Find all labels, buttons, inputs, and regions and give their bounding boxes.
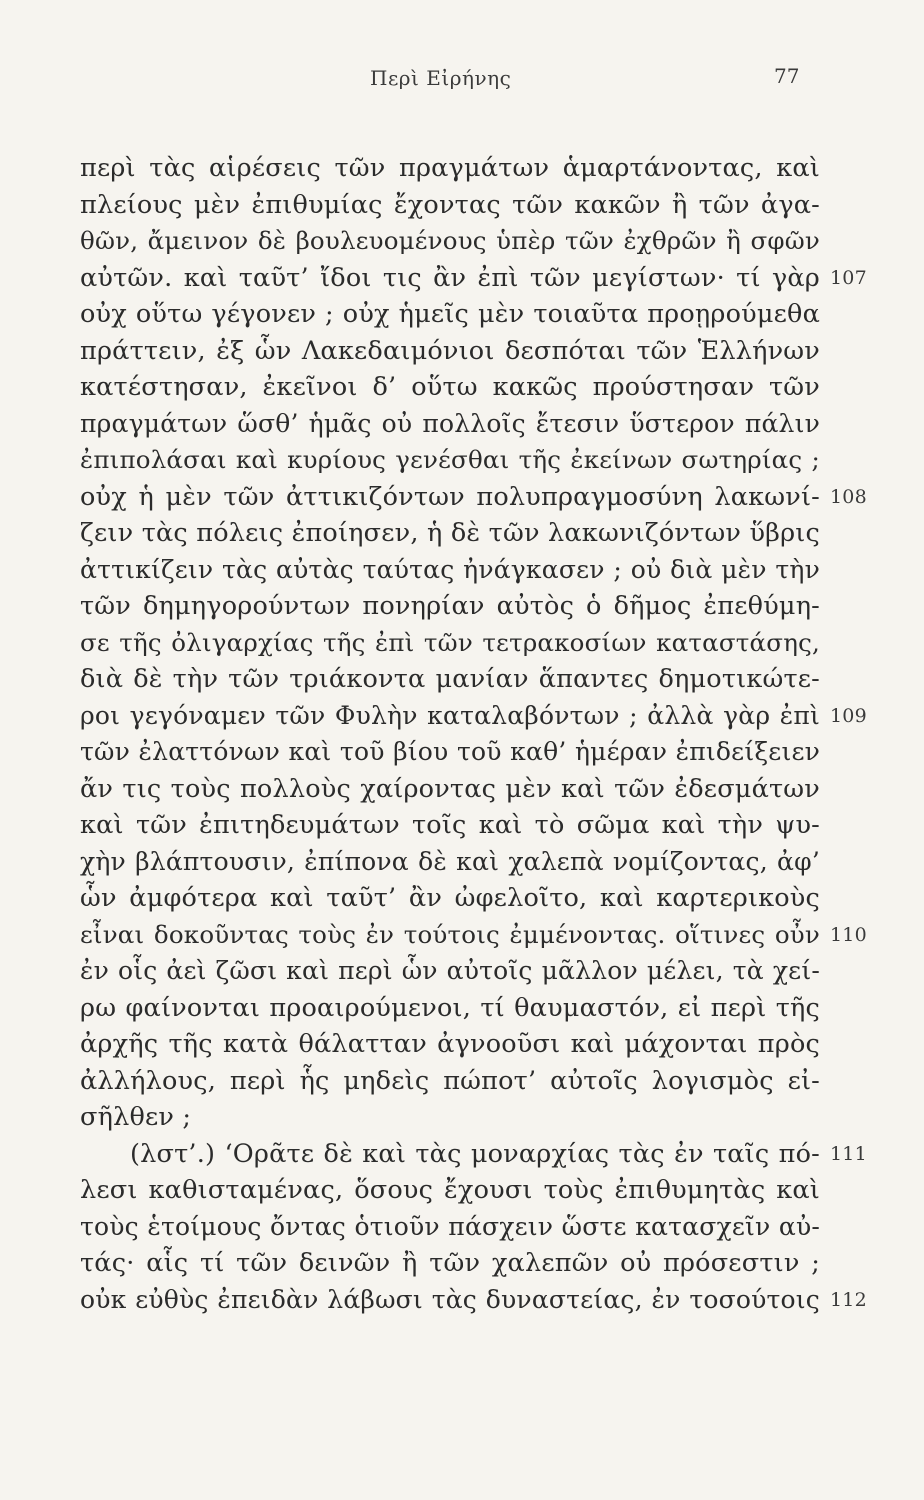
- text-line: [80, 223, 820, 260]
- text-line: [80, 588, 820, 625]
- text-line: [80, 1209, 820, 1246]
- line-text: ἀρχῆς τῆς κατὰ θάλατταν ἀγνοοῦσι καὶ μάχονται πρὸς: [80, 1029, 820, 1059]
- line-text: πραγμάτων ὥσθ’ ἡμᾶς οὐ πολλοῖς ἔτεσιν ὕστερον πάλιν: [80, 408, 820, 438]
- text-line: [80, 1172, 820, 1209]
- line-text: αὐτῶν. καὶ ταῦτ’ ἴδοι τις ἂν ἐπὶ τῶν μεγίστων· τί γὰρ: [80, 262, 820, 293]
- line-text: ἀλλήλους, περὶ ἧς μηδεὶς πώποτ’ αὐτοῖς λογισμὸς εἰ-: [80, 1065, 820, 1096]
- running-title: Περὶ Εἰρήνης: [370, 66, 512, 90]
- line-text: ἐν οἷς ἀεὶ ζῶσι καὶ περὶ ὧν αὐτοῖς μᾶλλον μέλει, τὰ χεί-: [80, 956, 820, 985]
- text-line: [80, 442, 820, 479]
- line-text: σε τῆς ὀλιγαρχίας τῆς ἐπὶ τῶν τετρακοσίων καταστάσης,: [80, 627, 820, 657]
- line-text: εἶναι δοκοῦντας τοὺς ἐν τούτοις ἐμμένοντας. οἵτινες οὖν: [80, 919, 820, 949]
- line-text: τοὺς ἑτοίμους ὄντας ὁτιοῦν πάσχειν ὥστε κατασχεῖν αὐ-: [80, 1211, 820, 1241]
- section-number: 111: [830, 1142, 867, 1165]
- text-line: [80, 260, 867, 297]
- text-line: [80, 917, 867, 954]
- line-text: ἀττικίζειν τὰς αὐτὰς ταύτας ἠνάγκασεν ; οὐ διὰ μὲν τὴν: [80, 554, 820, 584]
- text-line: [80, 406, 820, 443]
- text-line: [80, 807, 820, 844]
- text-line: [80, 150, 820, 187]
- line-text: ροι γεγόναμεν τῶν Φυλὴν καταλαβόντων ; ἀλλὰ γὰρ ἐπὶ: [80, 700, 820, 730]
- line-text: κατέστησαν, ἐκεῖνοι δ’ οὕτω κακῶς προύστησαν τῶν: [80, 372, 820, 402]
- section-number: 107: [830, 266, 867, 289]
- text-line: [80, 1282, 867, 1319]
- line-text: ρω φαίνονται προαιρούμενοι, τί θαυμαστόν, εἰ περὶ τῆς: [80, 992, 820, 1023]
- section-number: 109: [830, 704, 867, 727]
- line-text: ὧν ἀμφότερα καὶ ταῦτ’ ἂν ὠφελοῖτο, καὶ καρτερικοὺς: [80, 883, 820, 913]
- text-line: [80, 1026, 820, 1063]
- body-text: [80, 150, 867, 1318]
- line-text: σῆλθεν ;: [80, 1102, 192, 1132]
- text-line: [80, 990, 820, 1027]
- text-line: [80, 333, 820, 370]
- text-line: [80, 187, 820, 224]
- text-line: [80, 479, 867, 516]
- text-line: [80, 880, 820, 917]
- text-line: [80, 1099, 820, 1136]
- line-text: οὐχ οὕτω γέγονεν ; οὐχ ἡμεῖς μὲν τοιαῦτα προῃρούμεθα: [80, 299, 820, 329]
- line-text: διὰ δὲ τὴν τῶν τριάκοντα μανίαν ἅπαντες δημοτικώτε-: [80, 664, 820, 694]
- section-number: 108: [830, 485, 867, 508]
- line-text: τῶν ἐλαττόνων καὶ τοῦ βίου τοῦ καθ’ ἡμέραν ἐπιδείξειεν: [80, 737, 820, 766]
- line-text: περὶ τὰς αἱρέσεις τῶν πραγμάτων ἁμαρτάνοντας, καὶ: [80, 153, 820, 183]
- line-text: οὐκ εὐθὺς ἐπειδὰν λάβωσι τὰς δυναστείας, ἐν τοσούτοις: [80, 1284, 820, 1314]
- line-text: (λστ’.) ‘Ορᾶτε δὲ καὶ τὰς μοναρχίας τὰς ἐν ταῖς πό-: [130, 1138, 820, 1169]
- text-line: [80, 953, 820, 990]
- line-text: καὶ τῶν ἐπιτηδευμάτων τοῖς καὶ τὸ σῶμα καὶ τὴν ψυ-: [80, 810, 820, 840]
- text-line: [80, 369, 820, 406]
- text-line: [80, 661, 820, 698]
- line-text: τῶν δημηγορούντων πονηρίαν αὐτὸς ὁ δῆμος ἐπεθύμη-: [80, 591, 820, 621]
- line-text: ζειν τὰς πόλεις ἐποίησεν, ἡ δὲ τῶν λακωνιζόντων ὕβρις: [80, 518, 820, 548]
- line-text: ἄν τις τοὺς πολλοὺς χαίροντας μὲν καὶ τῶν ἐδεσμάτων: [80, 773, 820, 804]
- line-text: τάς· αἷς τί τῶν δεινῶν ἢ τῶν χαλεπῶν οὐ πρόσεστιν ;: [80, 1248, 820, 1278]
- line-text: πράττειν, ἐξ ὧν Λακεδαιμόνιοι δεσπόται τῶν Ἑλλήνων: [80, 335, 820, 366]
- text-line: [80, 1136, 867, 1173]
- text-line: [80, 1245, 820, 1282]
- line-text: ἐπιπολάσαι καὶ κυρίους γενέσθαι τῆς ἐκείνων σωτηρίας ;: [80, 445, 820, 474]
- line-text: οὐχ ἡ μὲν τῶν ἀττικιζόντων πολυπραγμοσύνη λακωνί-: [80, 481, 820, 512]
- text-line: [80, 698, 867, 735]
- line-text: λεσι καθισταμένας, ὅσους ἔχουσι τοὺς ἐπιθυμητὰς καὶ: [80, 1175, 820, 1205]
- text-line: [80, 844, 820, 881]
- text-line: [80, 552, 820, 589]
- text-line: [80, 296, 820, 333]
- line-text: πλείους μὲν ἐπιθυμίας ἔχοντας τῶν κακῶν ἢ τῶν ἀγα-: [80, 189, 820, 220]
- page-number: 77: [774, 64, 800, 88]
- text-line: [80, 515, 820, 552]
- line-text: χὴν βλάπτουσιν, ἐπίπονα δὲ καὶ χαλεπὰ νομίζοντας, ἀφ’: [80, 846, 820, 876]
- text-line: [80, 734, 820, 771]
- line-text: θῶν, ἄμεινον δὲ βουλευομένους ὑπὲρ τῶν ἐχθρῶν ἢ σφῶν: [80, 226, 820, 255]
- text-line: [80, 771, 820, 808]
- section-number: 110: [830, 923, 867, 946]
- section-number: 112: [830, 1288, 867, 1311]
- page-header: [0, 66, 924, 96]
- text-line: [80, 625, 820, 662]
- text-line: [80, 1063, 820, 1100]
